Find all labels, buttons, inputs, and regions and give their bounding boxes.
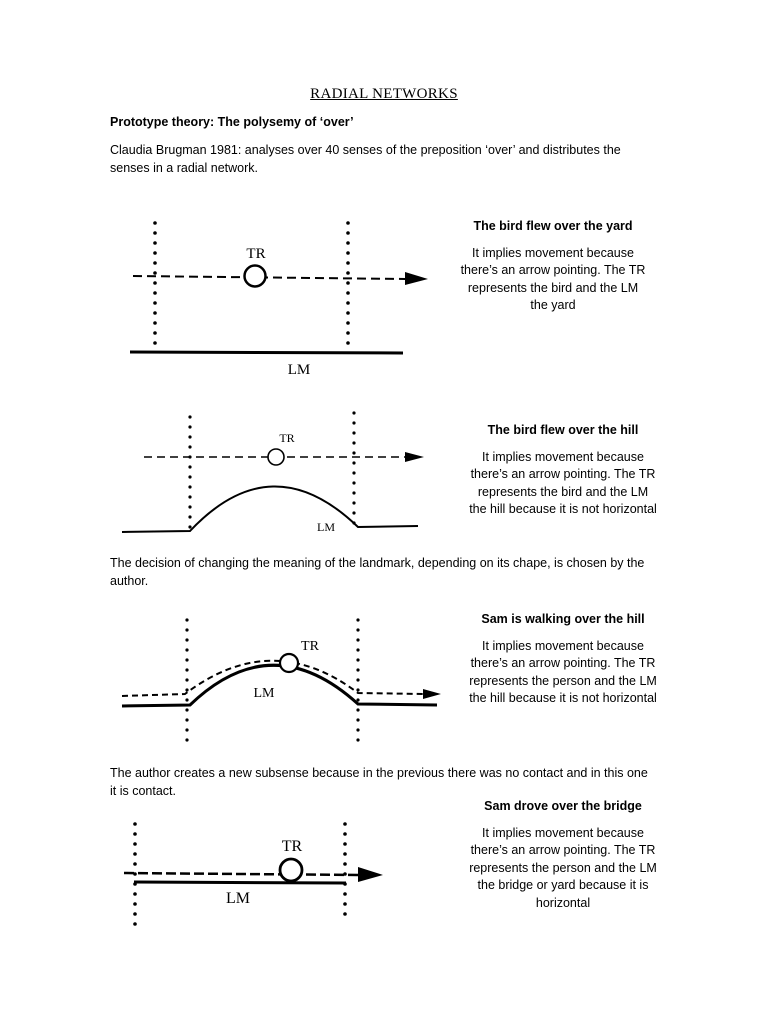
trajector-circle — [280, 859, 302, 881]
caption-text: It implies movement because there’s an arrow pointing. The TR represents the bird and the LM the yard — [460, 245, 646, 313]
path-arrow-line — [124, 873, 358, 875]
lm-label: LM — [226, 890, 250, 907]
tr-label: TR — [279, 431, 295, 445]
arrowhead-icon — [358, 867, 383, 882]
page-title: RADIAL NETWORKS — [310, 86, 458, 102]
caption-text: It implies movement because there’s an arrow pointing. The TR represents the person and the LM the hill because it is not horizontal — [469, 638, 657, 706]
tr-label: TR — [281, 838, 303, 855]
intro-paragraph: Claudia Brugman 1981: analyses over 40 senses of the preposition ‘over’ and distributes the senses in a radial network. — [110, 143, 621, 175]
caption-bridge — [468, 798, 658, 913]
caption-title: Sam is walking over the hill — [481, 612, 645, 626]
caption-title: The bird flew over the hill — [487, 423, 639, 437]
caption-text: It implies movement because there’s an arrow pointing. The TR represents the bird and the LM the hill because it is not horizontal — [469, 449, 657, 517]
caption-title: The bird flew over the yard — [473, 219, 633, 233]
caption-text: It implies movement because there’s an arrow pointing. The TR represents the person and the LM the bridge or yard because it is horizontal — [469, 825, 657, 910]
lm-label: LM — [253, 686, 275, 701]
landmark-line — [134, 882, 346, 883]
caption-title: Sam drove over the bridge — [484, 799, 642, 813]
note-paragraph-2: The author creates a new subsense because in the previous there was no contact and in this one it is contact. — [110, 766, 648, 798]
note-paragraph-1: The decision of changing the meaning of the landmark, depending on its chape, is chosen by the author. — [110, 556, 645, 588]
lm-label: LM — [317, 520, 335, 534]
tr-label: TR — [246, 246, 266, 262]
tr-label: TR — [301, 639, 319, 654]
lm-label: LM — [287, 362, 311, 378]
section-heading: Prototype theory: The polysemy of ‘over’ — [110, 115, 354, 129]
dotted-boundary-right — [343, 822, 347, 916]
